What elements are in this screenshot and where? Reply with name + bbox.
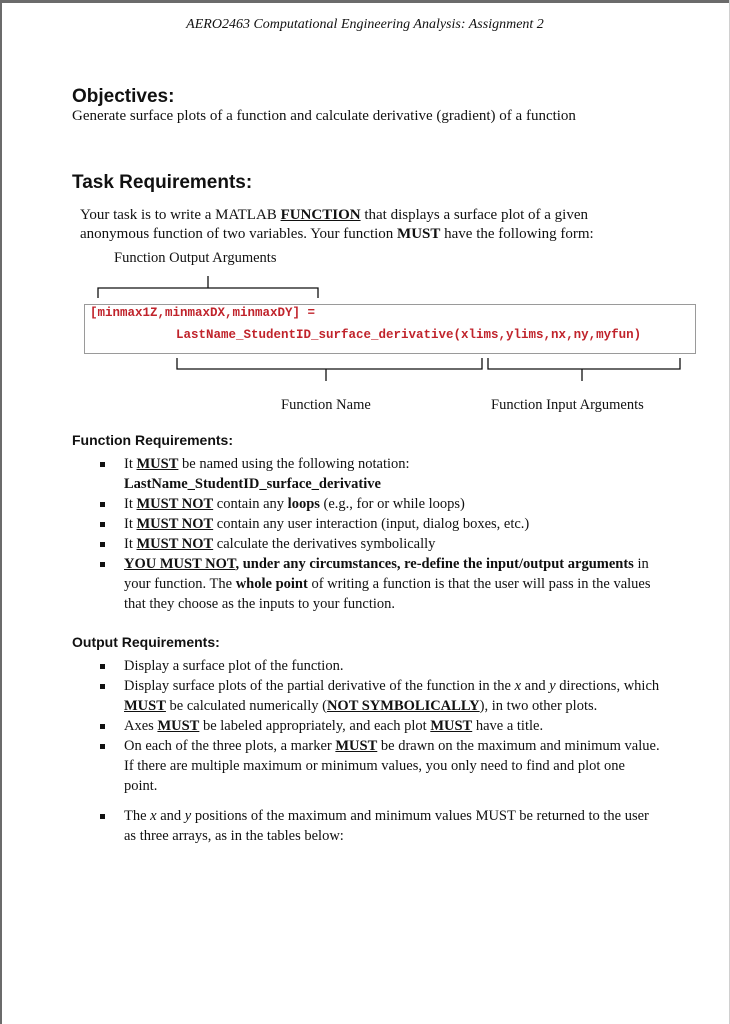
- page-header: AERO2463 Computational Engineering Analysis: Assignment 2: [186, 17, 544, 32]
- function-requirements-heading: Function Requirements:: [72, 432, 234, 448]
- function-input-arguments-label: Function Input Arguments: [491, 397, 644, 413]
- list-item: Display a surface plot of the function.: [100, 656, 660, 676]
- output-requirements-list: [100, 656, 660, 846]
- objectives-heading: Objectives:: [72, 86, 175, 107]
- list-item: It MUST be named using the following notation: LastName_StudentID_surface_derivative: [100, 454, 660, 494]
- signature-line-2: LastName_StudentID_surface_derivative(xlims,ylims,nx,ny,myfun): [176, 328, 642, 342]
- task-heading: Task Requirements:: [72, 172, 253, 193]
- output-requirements-heading: Output Requirements:: [72, 634, 220, 650]
- list-item: It MUST NOT calculate the derivatives symbolically: [100, 534, 660, 554]
- signature-line-1: [minmax1Z,minmaxDX,minmaxDY] =: [90, 306, 316, 320]
- list-item: YOU MUST NOT, under any circumstances, re-define the input/output arguments in your function. The whole point of writing a function is that the user will pass in the values that they choose as the inputs to your function.: [100, 554, 660, 614]
- output-bracket: [98, 276, 318, 298]
- list-item: It MUST NOT contain any loops (e.g., for or while loops): [100, 494, 660, 514]
- list-item: Axes MUST be labeled appropriately, and each plot MUST have a title.: [100, 716, 660, 736]
- input-bracket: [488, 358, 680, 381]
- list-item: On each of the three plots, a marker MUST be drawn on the maximum and minimum value. If there are multiple maximum or minimum values, you only need to find and plot one point.: [100, 736, 660, 796]
- list-item: Display surface plots of the partial derivative of the function in the x and y directions, which MUST be calculated numerically (NOT SYMBOLICALLY), in two other plots.: [100, 676, 660, 716]
- objectives-text: Generate surface plots of a function and calculate derivative (gradient) of a function: [72, 108, 576, 124]
- task-intro: Your task is to write a MATLAB FUNCTION that displays a surface plot of a given anonymous function of two variables. Your function MUST have the following form:: [80, 207, 594, 242]
- name-bracket: [177, 358, 482, 381]
- list-item: It MUST NOT contain any user interaction (input, dialog boxes, etc.): [100, 514, 660, 534]
- function-keyword: FUNCTION: [280, 207, 361, 223]
- output-arguments-label: Function Output Arguments: [114, 250, 277, 266]
- list-item: The x and y positions of the maximum and minimum values MUST be returned to the user as three arrays, as in the tables below:: [100, 806, 660, 846]
- function-name-label: Function Name: [281, 397, 371, 413]
- function-requirements-list: [100, 454, 660, 614]
